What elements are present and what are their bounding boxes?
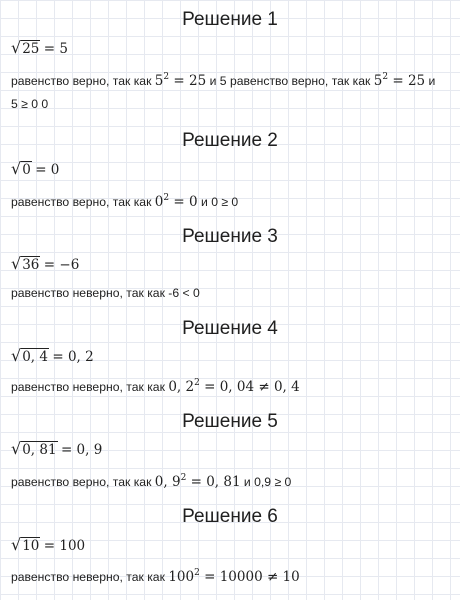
- sqrt-expression: √25: [11, 38, 40, 57]
- sqrt-expression: √0, 81: [11, 439, 57, 458]
- solution-1-formula: √25 = 5: [11, 38, 68, 57]
- solution-2-title: Решение 2: [182, 130, 278, 151]
- solution-6-explanation: равенство неверно, так как $100^2 = 10000 \ne 10$: [11, 568, 300, 585]
- solution-1-title: Решение 1: [182, 9, 278, 30]
- radical-sign-icon: √: [11, 439, 22, 458]
- solution-3-title: Решение 3: [182, 226, 278, 247]
- solution-3-formula: √36 = −6: [11, 254, 80, 273]
- solution-5-formula: √0, 81 = 0, 9: [11, 439, 103, 458]
- radical-sign-icon: √: [11, 254, 22, 273]
- radical-sign-icon: √: [11, 38, 22, 57]
- solution-6-formula: √10 = 100: [11, 535, 86, 554]
- sqrt-expression: √36: [11, 254, 40, 273]
- radical-sign-icon: √: [11, 346, 22, 365]
- solution-4-title: Решение 4: [182, 318, 278, 339]
- solution-2-explanation: равенство верно, так как $0^2 = 0$ и 0 ≥ 0: [11, 193, 239, 210]
- solution-4-explanation: равенство неверно, так как 0, $2^2 = 0$, 04 ≠ 0, 4: [11, 378, 300, 395]
- sqrt-expression: √0, 4: [11, 346, 48, 365]
- solution-4-formula: √0, 4 = 0, 2: [11, 346, 94, 365]
- solution-1-explanation: равенство верно, так как $5^2 = 25$ и 5 равенство верно, так как $5^2 = 25$ и: [11, 72, 436, 89]
- solution-3-explanation: равенство неверно, так как -6 < 0: [11, 286, 200, 300]
- solution-5-explanation: равенство верно, так как 0, $9^2 = 0$, 81 и 0,9 ≥ 0: [11, 473, 292, 490]
- sqrt-expression: √0: [11, 159, 31, 178]
- solution-2-formula: √0 = 0: [11, 159, 60, 178]
- radical-sign-icon: √: [11, 159, 22, 178]
- solution-5-title: Решение 5: [182, 411, 278, 432]
- solution-6-title: Решение 6: [182, 506, 278, 527]
- radical-sign-icon: √: [11, 535, 22, 554]
- solution-1-explanation-cont: 5 ≥ 0 0: [11, 97, 49, 111]
- sqrt-expression: √10: [11, 535, 40, 554]
